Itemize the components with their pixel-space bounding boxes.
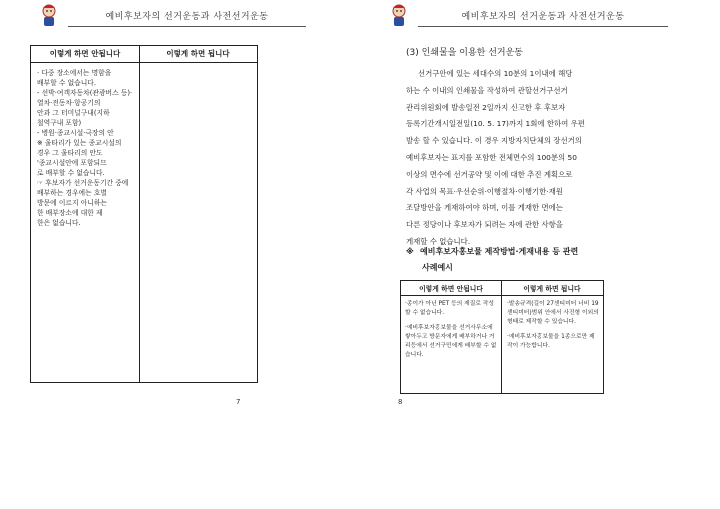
left-guidance-table	[30, 45, 258, 383]
header-title: 예비후보자의 선거운동과 사전선거운동	[461, 12, 625, 22]
table-header-row	[31, 46, 257, 63]
text-line: 배부하는 경우에는 호별	[37, 189, 107, 197]
page-number: 8	[398, 398, 403, 406]
text-line: 안과 그 터미널구내(지하	[37, 109, 110, 117]
text-line: ※ 울타리가 있는 종교시설의	[37, 139, 122, 147]
note-line: 사례예시	[422, 263, 453, 272]
list-item: ·예비후보자홍보물을 선거사무소에 쌓아두고 방문자에게 배부하거나 거리등에서 선거구민에게 배부할 수 없습니다.	[405, 325, 497, 358]
left-page	[18, 0, 348, 509]
text-line: 배부할 수 없습니다.	[37, 79, 97, 87]
text-line: 로 배부할 수 없습니다.	[37, 169, 105, 177]
right-page	[388, 0, 718, 509]
text-line: 조달방안을 게재하여야 하며, 이를 게재한 면에는	[406, 203, 563, 213]
note-line: 예비후보자홍보물 제작방법·게재내용 등 관련	[420, 247, 579, 256]
text-line: 한 배부장소에 대한 제	[37, 209, 103, 217]
col-header-do: 이렇게 하면 됩니다	[523, 285, 581, 293]
text-line: 관리위원회에 발송일전 2일까지 신고한 후 후보자	[406, 102, 566, 112]
text-line: 등록기간개시일전일(10. 5. 17)까지 1회에 한하여 우편	[406, 119, 585, 129]
text-line: 이상의 면수에 선거공약 및 이에 대한 추진 계획으로	[406, 169, 573, 179]
text-line: 선거구안에 있는 세대수의 10분의 1이내에 해당	[418, 69, 573, 78]
text-line: 각 사업의 목표·우선순위·이행절차·이행기한·재원	[406, 186, 563, 196]
text-line: 방문에 이르지 아니하는	[37, 199, 107, 207]
text-line: 예비후보자는 표지를 포함한 전체면수의 100분의 50	[406, 152, 577, 162]
text-line: 경우 그 울타리의 안도	[37, 149, 103, 157]
mascot-icon	[36, 2, 62, 28]
note-mark: ※	[406, 247, 414, 256]
text-line: - 선박·여객자동차(관광버스 등)·	[37, 89, 133, 97]
col-header-dont: 이렇게 하면 안됩니다	[419, 285, 483, 293]
example-table	[400, 280, 604, 394]
text-line: 발송 할 수 있습니다. 이 경우 지방자치단체의 장선거의	[406, 136, 582, 146]
text-line: 철역구내 포함)	[37, 119, 82, 127]
text-line: 한은 없습니다.	[37, 219, 81, 227]
text-line: 열차·전동차·항공기의	[37, 99, 101, 107]
list-item: ·종이가 아닌 PET 등의 재질로 작성할 수 없습니다.	[405, 301, 494, 316]
text-line: · 다중 장소에서는 명함을	[37, 69, 112, 77]
dont-column-text	[37, 68, 137, 228]
text-line: 다른 정당이나 후보자가 되려는 자에 관한 사항을	[406, 220, 563, 230]
list-item: ·예비후보자홍보물을 1종으로만 제작이 가능합니다.	[507, 334, 595, 349]
text-line: 게재할 수 없습니다.	[406, 236, 471, 246]
column-divider	[501, 281, 502, 393]
list-item: ·발송규격(길이 27센티미터 너비 19센티미터)범위 안에서 사진형 이외의 형태로 제작할 수 있습니다.	[507, 301, 599, 325]
col-header-do: 이렇게 하면 됩니다	[166, 49, 230, 58]
text-line: '종교시설안에 포함되므	[37, 159, 107, 167]
header-title: 예비후보자의 선거운동과 사전선거운동	[105, 12, 269, 22]
body-paragraph	[406, 66, 642, 251]
page-header	[68, 4, 306, 27]
mascot-icon	[386, 2, 412, 28]
column-divider	[139, 46, 140, 382]
text-line: ☞ 후보자가 선거운동기간 중에	[37, 179, 129, 187]
table-header-row	[401, 281, 603, 296]
col-header-dont: 이렇게 하면 안됩니다	[49, 49, 121, 58]
page-header	[418, 4, 668, 27]
do-column-text	[507, 300, 599, 357]
text-line: - 병원·종교시설·극장의 안	[37, 129, 114, 137]
dont-column-text	[405, 300, 499, 366]
page-number: 7	[236, 398, 241, 406]
text-line: 하는 수 이내의 인쇄물을 작성하여 관할선거구선거	[406, 85, 568, 95]
note-heading	[406, 244, 646, 276]
section-title: (3) 인쇄물을 이용한 선거운동	[406, 48, 523, 58]
